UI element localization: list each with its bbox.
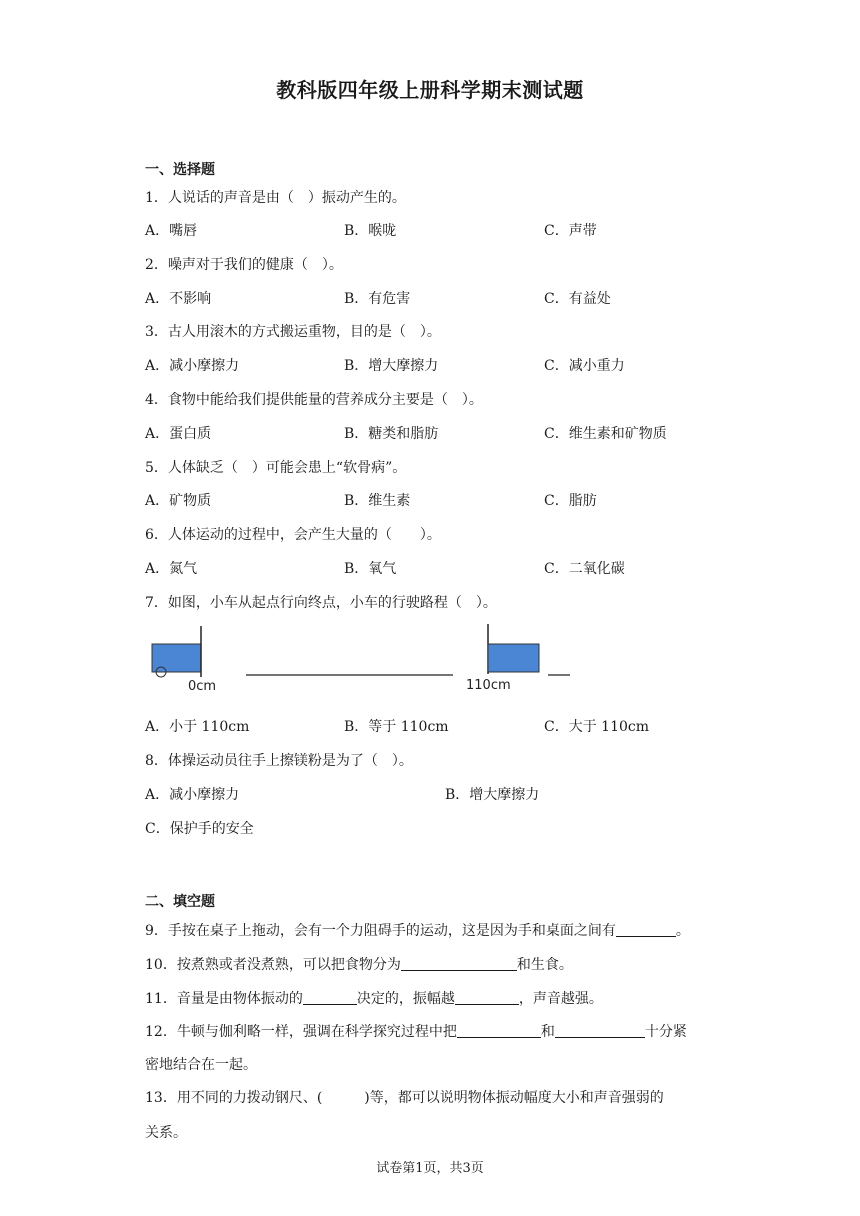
question-2-stem: 2．噪声对于我们的健康（ ）。 (145, 257, 343, 273)
question-10-end: 和生食。 (516, 957, 573, 973)
question-13 (145, 1087, 664, 1107)
page-footer: 试卷第1页，共3页 (376, 1161, 484, 1176)
question-11 (145, 988, 603, 1008)
question-7-option-a: A．小于 110cm (145, 719, 250, 735)
question-3-stem: 3．古人用滚木的方式搬运重物，目的是（ ）。 (145, 324, 441, 340)
start-distance-label: 0cm (188, 679, 217, 694)
question-9-blank[interactable] (616, 922, 676, 937)
question-12-blank-2[interactable] (555, 1023, 645, 1038)
question-9-end: 。 (675, 923, 690, 939)
question-12-text-c: 十分紧 (644, 1024, 687, 1040)
question-12-text-b: 和 (540, 1024, 555, 1040)
section-fill-heading: 二、填空题 (145, 894, 215, 910)
end-car-body (488, 644, 539, 672)
question-1-stem: 1．人说话的声音是由（ ）振动产生的。 (145, 190, 406, 206)
question-12-text-a: 12．牛顿与伽利略一样，强调在科学探究过程中把 (145, 1024, 457, 1040)
question-8-option-a: A．减小摩擦力 (145, 787, 240, 803)
section-choice-heading: 一、选择题 (145, 162, 215, 178)
question-4-option-b: B．糖类和脂肪 (344, 426, 439, 442)
question-10-blank[interactable] (401, 956, 517, 971)
question-11-blank-1[interactable] (303, 990, 357, 1005)
question-6-option-c: C．二氧化碳 (544, 561, 625, 577)
question-4-stem: 4．食物中能给我们提供能量的营养成分主要是（ ）。 (145, 392, 483, 408)
question-12-blank-1[interactable] (457, 1023, 541, 1038)
question-2-option-c: C．有益处 (544, 291, 611, 307)
question-2-option-b: B．有危害 (344, 291, 411, 307)
question-8-stem: 8．体操运动员往手上擦镁粉是为了（ ）。 (145, 753, 413, 769)
question-11-text-b: 决定的，振幅越 (356, 991, 455, 1007)
question-8-option-c: C．保护手的安全 (145, 821, 254, 837)
question-2-option-a: A．不影响 (145, 291, 212, 307)
question-9 (145, 920, 690, 940)
question-5-option-c: C．脂肪 (544, 493, 597, 509)
question-6-option-a: A．氮气 (145, 561, 198, 577)
question-12-continued: 密地结合在一起。 (145, 1057, 257, 1073)
question-10-text: 10．按煮熟或者没煮熟，可以把食物分为 (145, 957, 401, 973)
question-8-option-b: B．增大摩擦力 (445, 787, 540, 803)
question-13-continued: 关系。 (145, 1125, 187, 1141)
question-6-stem: 6．人体运动的过程中，会产生大量的（ ）。 (145, 527, 441, 543)
end-distance-label: 110cm (466, 678, 511, 693)
question-10 (145, 954, 573, 974)
question-5-option-a: A．矿物质 (145, 493, 212, 509)
question-12 (145, 1021, 687, 1041)
question-1-option-b: B．喉咙 (344, 223, 397, 239)
question-7-stem: 7．如图，小车从起点行向终点，小车的行驶路程（ ）。 (145, 595, 497, 611)
question-3-option-b: B．增大摩擦力 (344, 358, 439, 374)
question-1-option-a: A．嘴唇 (145, 223, 198, 239)
question-1-option-c: C．声带 (544, 223, 597, 239)
car-distance-figure (150, 622, 580, 698)
question-7-option-c: C．大于 110cm (544, 719, 649, 735)
question-5-option-b: B．维生素 (344, 493, 411, 509)
question-5-stem: 5．人体缺乏（ ）可能会患上“软骨病”。 (145, 460, 407, 476)
question-6-option-b: B．氧气 (344, 561, 397, 577)
question-3-option-c: C．减小重力 (544, 358, 625, 374)
question-13-text-a: 13．用不同的力拨动钢尺、( (145, 1090, 323, 1106)
page-title: 教科版四年级上册科学期末测试题 (276, 78, 584, 102)
question-4-option-c: C．维生素和矿物质 (544, 426, 667, 442)
question-11-blank-2[interactable] (455, 990, 519, 1005)
question-7-option-b: B．等于 110cm (344, 719, 449, 735)
question-4-option-a: A．蛋白质 (145, 426, 212, 442)
question-9-text: 9．手按在桌子上拖动，会有一个力阻碍手的运动，这是因为手和桌面之间有 (145, 923, 616, 939)
question-3-option-a: A．减小摩擦力 (145, 358, 240, 374)
question-11-text-a: 11．音量是由物体振动的 (145, 991, 303, 1007)
question-11-text-c: ，声音越强。 (518, 991, 603, 1007)
question-13-text-b: )等，都可以说明物体振动幅度大小和声音强弱的 (364, 1090, 664, 1106)
